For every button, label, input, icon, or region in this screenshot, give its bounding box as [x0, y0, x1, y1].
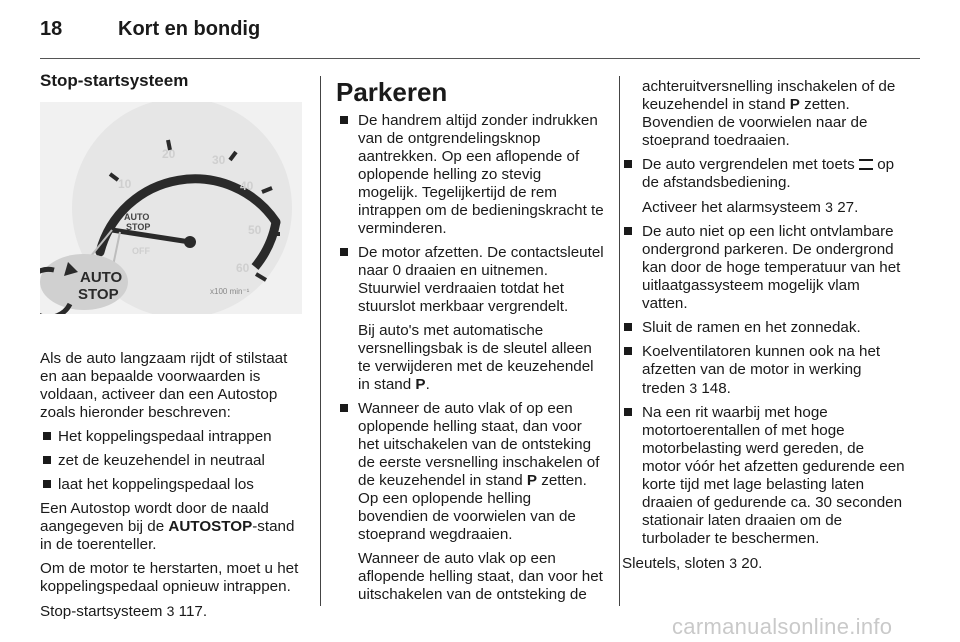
- cross-reference: Sleutels, sloten 3 20.: [622, 555, 763, 572]
- parking-list-3: [622, 156, 907, 192]
- tachometer-illustration: [40, 102, 302, 314]
- parking-list-4: [622, 223, 907, 548]
- column-divider: [320, 76, 321, 606]
- reverse-gear-continuation: achteruitversnelling inschakelen of de keuzehendel in stand P zetten. Bovendien de voorwielen naar de stoeprand toedraaien.: [642, 78, 896, 149]
- parking-list-2: [338, 400, 604, 544]
- page-number: 18: [40, 18, 63, 40]
- gauge-label-50: 50: [248, 223, 262, 237]
- list-item: Koelventilatoren kunnen ook na het afzetten van de motor in werking treden 3 148.: [622, 343, 907, 398]
- reference-arrow-icon: 3: [166, 603, 175, 619]
- page-title: Kort en bondig: [118, 18, 261, 40]
- list-item: De motor afzetten. De contactsleutel naar 0 draaien en uitnemen. Stuurwiel verdraaien totdat het stuurslot merkbaar vergrendelt.: [338, 244, 604, 316]
- autostop-steps-list: [40, 428, 304, 494]
- list-item: Wanneer de auto vlak of op een oplopende helling staat, dan voor het uitschakelen van de ontsteking de eerste versnelling inschakelen of de keuzehendel in stand P zetten. Op een oplopende helling bovendien de voorwielen van de stoeprand wegdraaien.: [338, 400, 604, 544]
- autostop-indication-text: Een Autostop wordt door de naald aangegeven bij de AUTOSTOP-stand in de toerenteller.: [40, 500, 295, 553]
- reference-arrow-icon: 3: [689, 380, 698, 396]
- dial-off-label: OFF: [132, 246, 150, 256]
- list-item: De auto niet op een licht ontvlambare ondergrond parkeren. De ondergrond kan door de hoge temperatuur van het uitlaatgassysteem mogelijk vlam vatten.: [622, 223, 907, 313]
- bullet-icon: [624, 227, 632, 235]
- cross-reference: Stop-startsysteem 3 117.: [40, 603, 208, 620]
- dial-auto-label: AUTO: [124, 212, 150, 222]
- list-item: zet de keuzehendel in neutraal: [40, 452, 304, 470]
- gauge-label-60: 60: [236, 261, 250, 275]
- section-title-stop-start: Stop-startsysteem: [40, 71, 189, 90]
- left-column: [40, 72, 304, 627]
- dial-stop-label: STOP: [126, 222, 151, 232]
- tachometer-figure: [40, 102, 302, 314]
- gauge-label-40: 40: [240, 179, 254, 193]
- autostop-intro: Als de auto langzaam rijdt of stilstaat en aan bepaalde voorwaarden is voldaan, activeer dan een Autostop zoals hieronder beschreven:: [40, 350, 288, 421]
- bullet-icon: [43, 480, 51, 488]
- list-item: De auto vergrendelen met toets op de afstandsbediening.: [622, 156, 907, 192]
- callout-stop-label: STOP: [78, 286, 119, 303]
- bullet-icon: [624, 323, 632, 331]
- rpm-unit-label: x100 min⁻¹: [210, 287, 250, 296]
- column-divider: [619, 76, 620, 606]
- bullet-icon: [43, 432, 51, 440]
- bullet-icon: [624, 160, 632, 168]
- bullet-icon: [340, 404, 348, 412]
- list-item: laat het koppelingspedaal los: [40, 476, 304, 494]
- gauge-label-10: 10: [118, 177, 132, 191]
- header-divider: [40, 58, 920, 59]
- callout-auto-label: AUTO: [80, 269, 123, 286]
- list-item: Na een rit waarbij met hoge motortoerentallen of met hoge motorbelasting werd gereden, de motor vóór het afzetten gedurende een korte tijd met lage belasting laten draaien of gedurende ca. 30 seconden stationair laten draaien om de turbolader te beschermen.: [622, 404, 907, 548]
- automatic-transmission-note: Bij auto's met automatische versnellingsbak is de sleutel alleen te verwijderen met de keuzehendel in stand P.: [358, 322, 594, 393]
- watermark: carmanualsonline.info: [672, 614, 893, 639]
- bullet-icon: [43, 456, 51, 464]
- bullet-icon: [624, 408, 632, 416]
- restart-text: Om de motor te herstarten, moet u het koppelingspedaal opnieuw intrappen.: [40, 560, 299, 595]
- gauge-label-30: 30: [212, 153, 226, 167]
- bullet-icon: [340, 248, 348, 256]
- downhill-note: Wanneer de auto vlak op een aflopende helling staat, dan voor het uitschakelen van de ontsteking de: [358, 550, 603, 603]
- bullet-icon: [340, 116, 348, 124]
- bullet-icon: [624, 347, 632, 355]
- right-column: [622, 78, 907, 579]
- middle-column: [338, 78, 604, 610]
- section-title-parkeren: Parkeren: [336, 77, 448, 107]
- lock-key-icon: [859, 159, 873, 170]
- reference-arrow-icon: 3: [729, 555, 738, 571]
- gauge-label-20: 20: [162, 147, 176, 161]
- reference-arrow-icon: 3: [825, 199, 833, 215]
- list-item: Sluit de ramen en het zonnedak.: [622, 319, 907, 337]
- alarm-reference: Activeer het alarmsysteem 3 27.: [642, 199, 859, 216]
- parking-list: [338, 112, 604, 316]
- list-item: Het koppelingspedaal intrappen: [40, 428, 304, 446]
- list-item: De handrem altijd zonder indrukken van de ontgrendelingsknop aantrekken. Op een aflopende of oplopende helling zo stevig mogelijk. Tegelijkertijd de rem intrappen om de bedieningskracht te verminderen.: [338, 112, 604, 238]
